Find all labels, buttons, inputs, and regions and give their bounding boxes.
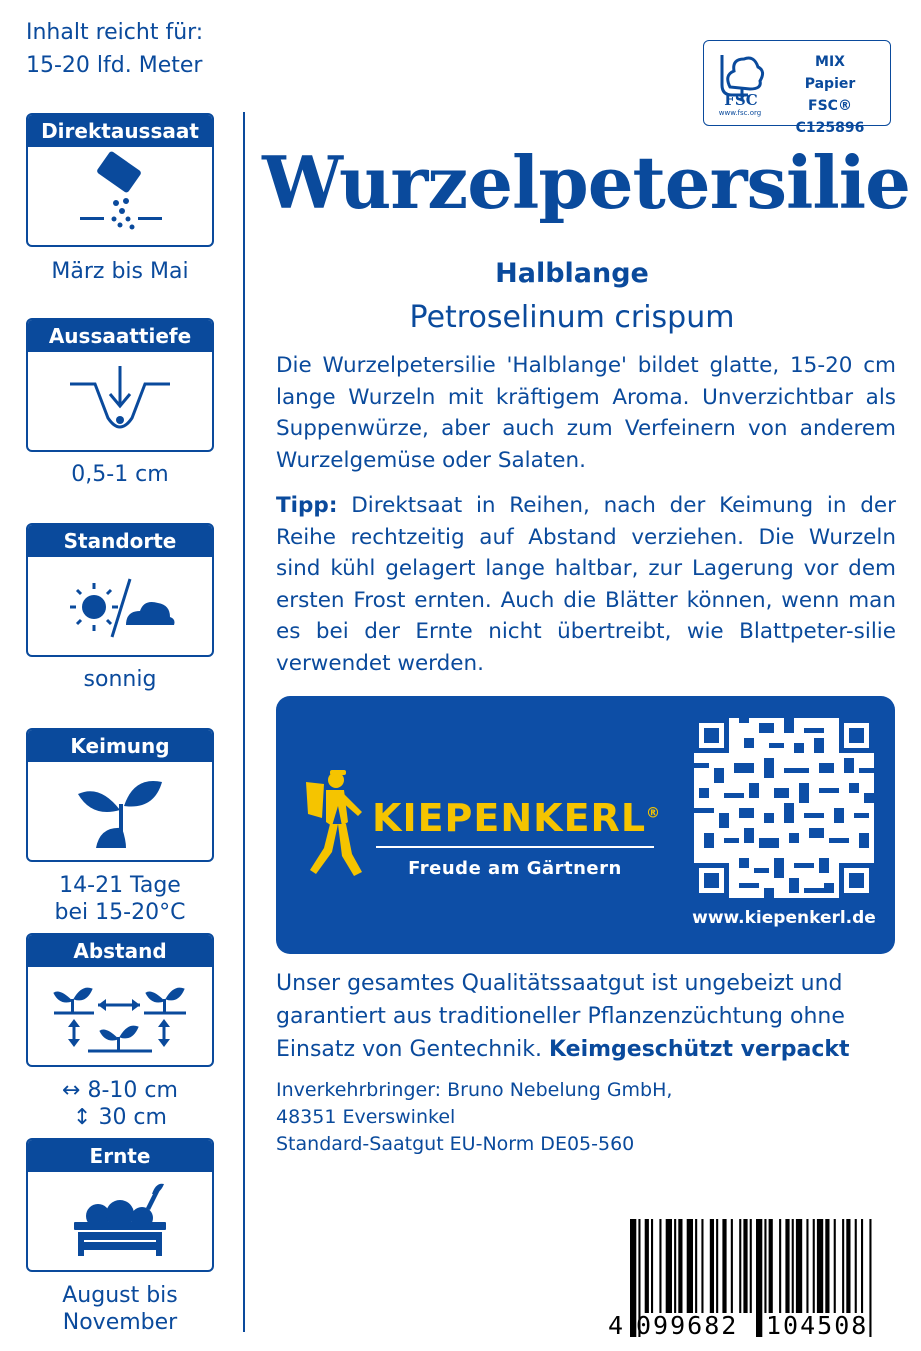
seedling-icon xyxy=(28,762,212,860)
barcode-bar xyxy=(869,1219,871,1337)
qr-code xyxy=(694,718,874,898)
spacing-icon xyxy=(28,967,212,1065)
fsc-logo-text: FSC xyxy=(724,91,758,109)
coverage-info xyxy=(26,16,203,82)
fsc-code: FSC® C125896 xyxy=(795,98,865,136)
legal-address: 48351 Everswinkel xyxy=(276,1106,456,1128)
coverage-label: Inhalt reicht für: xyxy=(26,20,204,45)
card-germination xyxy=(26,728,214,862)
barcode-bar xyxy=(716,1219,718,1313)
legal-distributor: Inverkehrbringer: Bruno Nebelung GmbH, xyxy=(276,1079,673,1101)
card-title: Keimung xyxy=(28,730,212,762)
fsc-label xyxy=(703,40,891,136)
card-title: Direktaussaat xyxy=(28,115,212,147)
barcode-bar xyxy=(739,1219,741,1313)
sowing-depth-icon xyxy=(28,352,212,450)
harvest-crate-icon xyxy=(28,1172,212,1270)
barcode-bar xyxy=(769,1219,773,1313)
card-location xyxy=(26,523,214,657)
card-title: Abstand xyxy=(28,935,212,967)
card-direct-sowing xyxy=(26,113,214,247)
growing-tip xyxy=(276,490,896,679)
caption-line: sonnig xyxy=(83,667,157,692)
caption-line: ↔ 8-10 cm xyxy=(62,1078,178,1103)
tip-text: Direktsaat in Reihen, nach der Keimung in der Reihe rechtzeitig auf Abstand verziehen. Die Wurzeln sind kühl gelagert lange haltbar, zur Lagerung vor dem ersten Frost ernten. Auch die Blätter können, wenn man es bei der Ernte nicht übertreibt, wie Blattpeter-silie verwendet werden. xyxy=(276,493,896,676)
barcode-bar xyxy=(796,1219,802,1313)
barcode-bar xyxy=(731,1219,733,1313)
barcode-bar xyxy=(651,1219,653,1313)
quality-statement xyxy=(276,967,896,1066)
brand-name xyxy=(372,796,661,840)
barcode-bar xyxy=(756,1219,762,1337)
fsc-paper: Papier xyxy=(804,76,856,92)
barcode-bar xyxy=(842,1219,844,1313)
fsc-logo-url: www.fsc.org xyxy=(718,109,762,117)
barcode-bar xyxy=(674,1219,676,1313)
barcode-bar xyxy=(785,1219,789,1313)
barcode-bar xyxy=(701,1219,703,1313)
quality-bold-text: Keimgeschützt verpackt xyxy=(549,1037,850,1062)
card-caption-sowing-depth xyxy=(26,461,214,488)
barcode-bar xyxy=(861,1219,863,1313)
fsc-mix: MIX xyxy=(815,54,845,70)
barcode-bar xyxy=(678,1219,682,1313)
tip-label: Tipp: xyxy=(276,493,338,518)
card-spacing xyxy=(26,933,214,1067)
barcode-bar xyxy=(817,1219,823,1313)
brand-divider xyxy=(376,846,654,848)
brand-banner xyxy=(276,696,895,954)
barcode-bar xyxy=(806,1219,808,1313)
card-caption-spacing xyxy=(26,1077,214,1131)
barcode-bar xyxy=(750,1219,752,1313)
kiepenkerl-figure-logo-icon xyxy=(302,768,372,878)
caption-line: ↕ 30 cm xyxy=(73,1105,167,1130)
caption-line: März bis Mai xyxy=(51,259,189,284)
barcode xyxy=(608,1219,892,1339)
fsc-info xyxy=(774,51,886,139)
barcode-bar xyxy=(645,1219,649,1313)
barcode-bar xyxy=(710,1219,714,1313)
caption-line: November xyxy=(62,1310,178,1335)
card-caption-location xyxy=(26,666,214,693)
product-variety: Halblange xyxy=(495,258,649,289)
brand-website[interactable]: www.kiepenkerl.de xyxy=(692,908,876,928)
barcode-bar xyxy=(695,1219,697,1313)
caption-line: bei 15-20°C xyxy=(54,900,186,925)
barcode-bar xyxy=(834,1219,836,1313)
card-caption-direct-sowing xyxy=(26,258,214,285)
barcode-bar xyxy=(687,1219,693,1313)
barcode-bar xyxy=(722,1219,726,1313)
barcode-bar xyxy=(779,1219,781,1313)
legal-norm: Standard-Saatgut EU-Norm DE05-560 xyxy=(276,1133,635,1155)
brand-name-text: KIEPENKERL xyxy=(372,796,647,840)
caption-line: 0,5-1 cm xyxy=(71,462,169,487)
card-harvest xyxy=(26,1138,214,1272)
product-title: Wurzelpetersilie xyxy=(262,140,910,225)
card-caption-germination xyxy=(26,872,214,926)
brand-registered-mark: ® xyxy=(646,805,662,822)
product-latin-name: Petroselinum crispum xyxy=(409,300,735,335)
brand-slogan: Freude am Gärtnern xyxy=(408,858,622,879)
barcode-first-digit: 4 xyxy=(608,1311,624,1340)
barcode-bar xyxy=(855,1219,857,1313)
sun-cloud-icon xyxy=(28,557,212,655)
legal-info xyxy=(276,1077,896,1158)
product-description: Die Wurzelpetersilie 'Halblange' bildet glatte, 15-20 cm lange Wurzeln mit kräftigem Aroma. Unverzichtbar als Suppenwürze, aber auch zum Verfeinern von anderem Wurzelgemüse oder Salaten. xyxy=(276,353,896,473)
barcode-bar xyxy=(846,1219,850,1313)
card-title: Aussaattiefe xyxy=(28,320,212,352)
barcode-bar xyxy=(764,1219,766,1313)
barcode-bar xyxy=(659,1219,661,1313)
barcode-bar xyxy=(743,1219,747,1313)
quality-text: Unser gesamtes Qualitätssaatgut ist ungebeizt und garantiert aus traditioneller Pflanzenzüchtung ohne Einsatz von Gentechnik. xyxy=(276,971,845,1062)
card-title: Standorte xyxy=(28,525,212,557)
barcode-bar xyxy=(666,1219,672,1313)
barcode-bar xyxy=(792,1219,794,1313)
column-divider xyxy=(243,112,245,1332)
barcode-bar xyxy=(825,1219,829,1313)
card-caption-harvest xyxy=(26,1282,214,1336)
card-title: Ernte xyxy=(28,1140,212,1172)
seed-sowing-icon xyxy=(28,147,212,245)
barcode-bar xyxy=(813,1219,815,1313)
barcode-right-digits: 104508 xyxy=(766,1311,869,1340)
caption-line: August bis xyxy=(62,1283,178,1308)
coverage-value: 15-20 lfd. Meter xyxy=(26,53,203,78)
caption-line: 14-21 Tage xyxy=(59,873,181,898)
card-sowing-depth xyxy=(26,318,214,452)
barcode-left-digits: 099682 xyxy=(636,1311,739,1340)
